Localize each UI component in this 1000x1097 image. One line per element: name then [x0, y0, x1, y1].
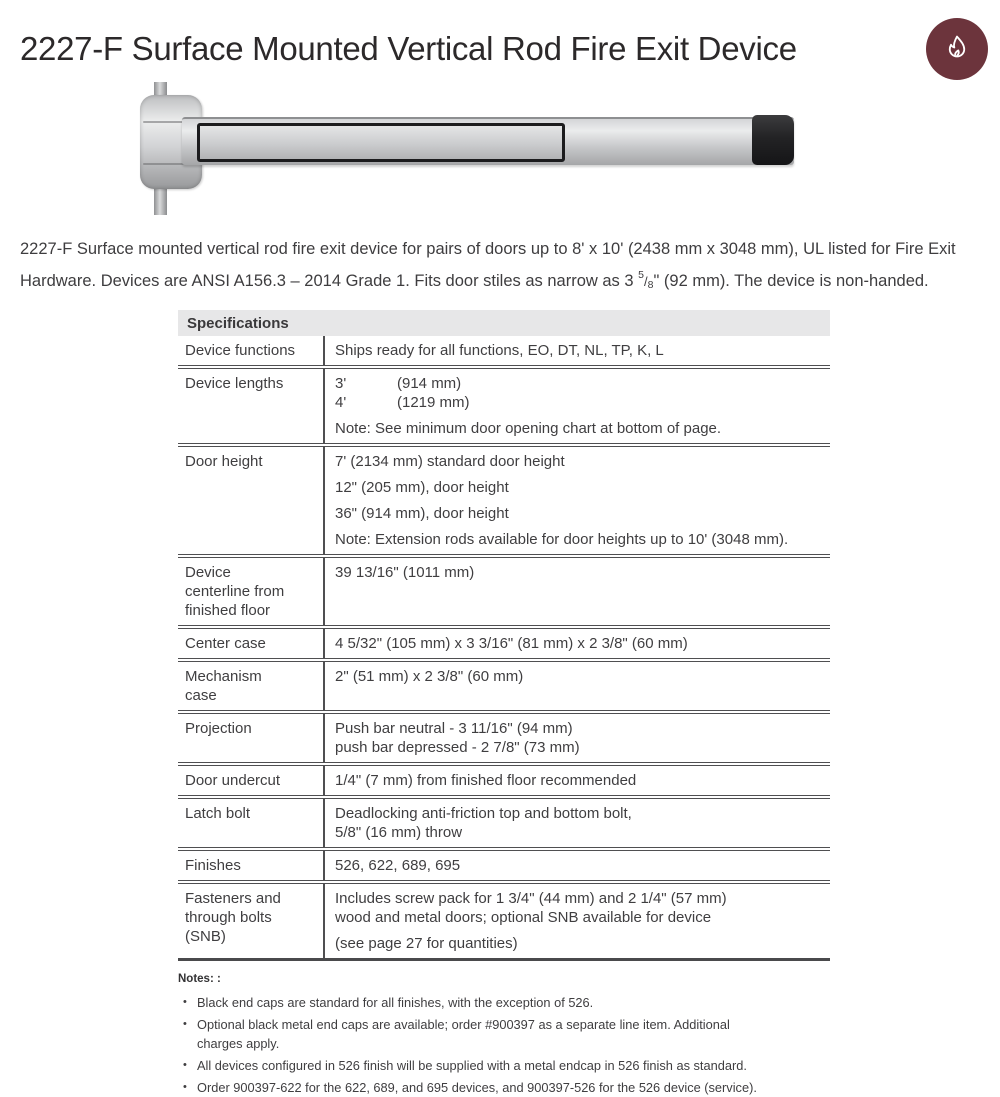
spec-value-line: 2" (51 mm) x 2 3/8" (60 mm)	[335, 668, 524, 685]
product-image	[140, 82, 840, 222]
spec-value-line: 1/4" (7 mm) from finished floor recommended	[335, 772, 637, 789]
spec-label-line: Mechanism	[185, 668, 262, 685]
spec-row	[178, 365, 830, 443]
spec-label-line: Center case	[185, 635, 266, 652]
spec-value-line: 7' (2134 mm) standard door height	[335, 453, 565, 470]
spec-value-line: Ships ready for all functions, EO, DT, NL, TP, K, L	[335, 342, 664, 359]
spec-value-line: 4 5/32" (105 mm) x 3 3/16" (81 mm) x 2 3/8" (60 mm)	[335, 635, 688, 652]
spec-value-line: 36" (914 mm), door height	[335, 505, 509, 522]
note-text: Black end caps are standard for all finishes, with the exception of 526.	[197, 995, 594, 1010]
specifications-table	[178, 310, 830, 961]
spec-label	[178, 447, 323, 554]
note-item	[178, 1056, 990, 1075]
spec-label-line: (SNB)	[185, 928, 226, 945]
spec-label-line: centerline from	[185, 583, 285, 600]
description-text-end: " (92 mm). The device is non-handed.	[653, 272, 929, 290]
spec-label-line: Projection	[185, 720, 252, 737]
length-value: 4'	[335, 394, 347, 411]
spec-value-line: 39 13/16" (1011 mm)	[335, 564, 475, 581]
description-text: 2227-F Surface mounted vertical rod fire exit device for pairs of doors up to 8' x 10' (2438 mm x 3048 mm), UL listed for Fire Exit Hardware. Devices are ANSI A156.3 – 2014 Grade 1. Fits door stiles as narrow as 3	[20, 240, 956, 290]
push-pad	[197, 123, 565, 162]
spec-value	[323, 884, 830, 958]
spec-row	[178, 847, 830, 880]
length-metric: (914 mm)	[397, 375, 462, 392]
note-item	[178, 1078, 990, 1097]
spec-label	[178, 336, 323, 365]
spec-label	[178, 766, 323, 795]
spec-value	[323, 336, 830, 365]
spec-label-line: Device lengths	[185, 375, 284, 392]
bullet-icon: •	[183, 1059, 187, 1071]
notes-title: Notes: :	[178, 973, 221, 985]
fraction-denominator: 8	[647, 279, 654, 291]
bullet-icon: •	[183, 1081, 187, 1093]
table-title: Specifications	[178, 310, 830, 336]
spec-label-line: finished floor	[185, 602, 271, 619]
spec-value-line: wood and metal doors; optional SNB available for device	[335, 909, 712, 926]
spec-label	[178, 558, 323, 625]
spec-label	[178, 799, 323, 847]
note-text: All devices configured in 526 finish will be supplied with a metal endcap in 526 finish as standard.	[197, 1058, 747, 1073]
spec-value-line: Note: Extension rods available for door heights up to 10' (3048 mm).	[335, 531, 789, 548]
spec-value-line: Push bar neutral - 3 11/16" (94 mm)	[335, 720, 573, 737]
spec-row	[178, 336, 830, 365]
notes-list	[178, 993, 990, 1097]
page-title: 2227-F Surface Mounted Vertical Rod Fire Exit Device	[20, 30, 797, 67]
note-text: Order 900397-622 for the 622, 689, and 695 devices, and 900397-526 for the 526 device (service).	[197, 1080, 757, 1095]
spec-label-line: Latch bolt	[185, 805, 251, 822]
fire-rating-badge	[926, 18, 988, 80]
notes-section	[178, 973, 990, 1097]
bullet-icon: •	[183, 1018, 187, 1030]
spec-value	[323, 799, 830, 847]
fraction-numerator: 5	[638, 269, 644, 281]
spec-value-line: (see page 27 for quantities)	[335, 935, 518, 952]
length-value: 3'	[335, 375, 347, 392]
spec-label	[178, 884, 323, 958]
spec-value	[323, 629, 830, 658]
spec-label-line: Finishes	[185, 857, 241, 874]
spec-label-line: case	[185, 687, 217, 704]
spec-value-line: push bar depressed - 2 7/8" (73 mm)	[335, 739, 580, 756]
spec-label-line: through bolts	[185, 909, 272, 926]
spec-row	[178, 658, 830, 710]
spec-label-line: Device functions	[185, 342, 296, 359]
note-text: Optional black metal end caps are available; order #900397 as a separate line item. Additional charges apply.	[197, 1017, 730, 1051]
spec-value-line: Includes screw pack for 1 3/4" (44 mm) and 2 1/4" (57 mm)	[335, 890, 727, 907]
spec-label	[178, 369, 323, 443]
fraction-separator: /	[643, 274, 648, 289]
spec-row	[178, 880, 830, 961]
spec-row	[178, 710, 830, 762]
page-header	[0, 0, 1000, 80]
spec-row	[178, 554, 830, 625]
spec-value-line: Deadlocking anti-friction top and bottom bolt,	[335, 805, 632, 822]
spec-row	[178, 795, 830, 847]
flame-icon	[940, 32, 974, 66]
spec-row	[178, 625, 830, 658]
spec-value	[323, 662, 830, 710]
spec-row	[178, 762, 830, 795]
spec-value	[323, 714, 830, 762]
length-metric: (1219 mm)	[397, 394, 470, 411]
spec-label	[178, 851, 323, 880]
note-item	[178, 993, 990, 1012]
spec-value-line: 5/8" (16 mm) throw	[335, 824, 463, 841]
spec-value	[323, 558, 830, 625]
end-cap	[752, 115, 794, 165]
note-item	[178, 1015, 990, 1053]
spec-value	[323, 851, 830, 880]
spec-label	[178, 662, 323, 710]
spec-label-line: Fasteners and	[185, 890, 281, 907]
table-body	[178, 336, 830, 961]
spec-label-line: Door height	[185, 453, 263, 470]
spec-value-line: 526, 622, 689, 695	[335, 857, 461, 874]
spec-label	[178, 629, 323, 658]
spec-value-line	[335, 374, 820, 393]
spec-value-line: 12" (205 mm), door height	[335, 479, 509, 496]
bullet-icon: •	[183, 996, 187, 1008]
spec-label-line: Door undercut	[185, 772, 281, 789]
product-description	[20, 236, 980, 298]
spec-value	[323, 369, 830, 443]
spec-label-line: Device	[185, 564, 231, 581]
spec-value-line	[335, 393, 820, 412]
spec-value	[323, 766, 830, 795]
spec-row	[178, 443, 830, 554]
spec-value	[323, 447, 830, 554]
spec-label	[178, 714, 323, 762]
spec-value-line: Note: See minimum door opening chart at bottom of page.	[335, 420, 722, 437]
